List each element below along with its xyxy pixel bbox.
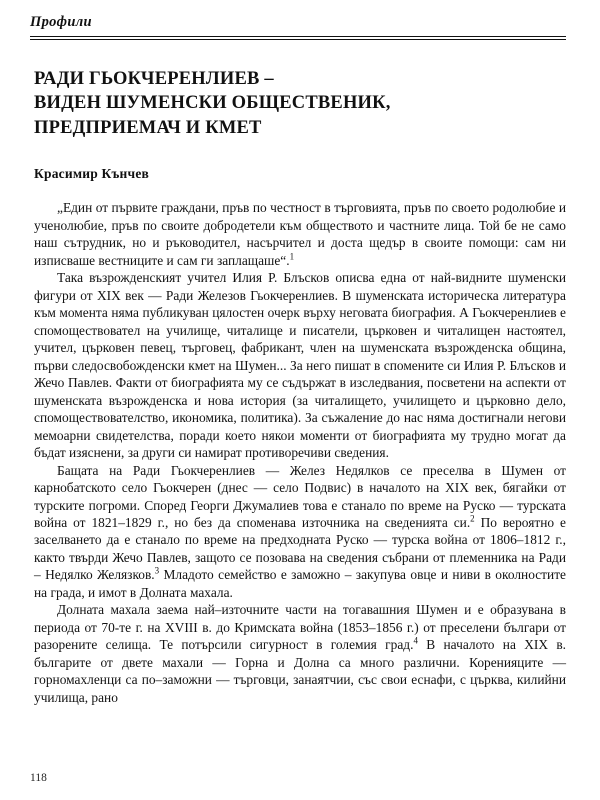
page-title xyxy=(34,67,566,141)
paragraph-4 xyxy=(34,601,566,706)
paragraph-3 xyxy=(34,462,566,602)
footnote-ref-3: 3 xyxy=(154,565,160,576)
paragraph-3-text-a: Бащата на Ради Гьокчеренлиев — Желез Недялков се преселва в Шумен от карнобатското село Гьокчерен (днес — село Подвис) в началото на XIX век, бягайки от турските погроми. Според Георги Джумалиев това е станало по време на Руско — турската война от 1821–1829 г., но без да споменава източника на сведенията си. xyxy=(34,462,566,530)
running-head: Профили xyxy=(30,14,92,30)
paragraph-4-text-b: В началото на XIX в. българите от двете махали — Горна и Долна са много различни. Коренияците — горномахленци са по–заможни — търговци, занаятчии, със свои еснафи, с църква, килийни училища, рано xyxy=(34,637,566,705)
article-body xyxy=(34,199,566,706)
page-title-line-1: РАДИ ГЬОКЧЕРЕНЛИЕВ – xyxy=(34,68,274,89)
paragraph-2 xyxy=(34,269,566,461)
paragraph-2-text: Така възрожденският учител Илия Р. Блъсков описва една от най-видните шуменски фигури от XIX век — Ради Железов Гьокчеренлиев. В шуменската историческа литература към момента няма публикуван цялостен очерк върху неговата биография. А Гьокчеренлиев е спомоществовател на училище, читалище и писатели, църковен и читалищен настоятел, учител, църковен певец, търговец, фабрикант, член на шуменската възрожденска община, първи следосвобожденски кмет на Шумен... За него пишат в спомените си Илия Р. Блъсков и Жечо Павлев. Факти от биографията му се съдържат в изследвания, посветени на аспекти от шуменската възрожденска и нова история (за читалището, училището и църковно дело, спомоществователство, икономика, политика). За съжаление до нас няма достигнали негови мемоарни свидетелства, поради което някои моменти от биографията му трудно могат да бъдат изяснени, за други си намират противоречиви сведения. xyxy=(34,270,566,461)
author-name: Красимир Кънчев xyxy=(34,166,150,182)
footnote-ref-1: 1 xyxy=(289,251,295,262)
footnote-ref-2: 2 xyxy=(470,513,475,524)
footnote-ref-4: 4 xyxy=(413,635,418,646)
paragraph-4-text-a: Долната махала заема най–източните части на тогавашния Шумен и е образувана в периода от 70-те г. на XVIII в. до Кримската война (1853–1856 г.) от преселени българи от разорените селища. Те потърсили сигурност в големия град. xyxy=(34,602,566,653)
page-title-line-2: ВИДЕН ШУМЕНСКИ ОБЩЕСТВЕНИК, xyxy=(34,93,391,114)
paragraph-3-text-b: По вероятно е заселването да е станало по време на предходната Руско — турска война от 1806–1812 г., както твърди Жечо Павлев, защото се позовава на сведения събрани от племенника на Ради – Недялко Желязков. xyxy=(34,515,566,583)
paragraph-quote-text: „Един от първите граждани, пръв по честност в търговията, пръв по своето родолюбие и ученолюбие, пръв по своите добродетели към обществото и частните лица. Той бе не само наш сътрудник, но и ръководител, насърчител и доста щедър в своите помощи: сам ни изписваше вестниците и сам ги заплащаше“. xyxy=(34,200,566,268)
paragraph-quote xyxy=(34,199,566,269)
page-title-line-3: ПРЕДПРИЕМАЧ И КМЕТ xyxy=(34,117,262,138)
page-number: 118 xyxy=(30,772,47,784)
header-rule-thick xyxy=(30,36,566,37)
paragraph-3-text-c: Младото семейство е заможно – закупува овце и ниви в околностите на града, и имот в Долната махала. xyxy=(34,567,566,600)
header-rule-thin xyxy=(30,39,566,40)
